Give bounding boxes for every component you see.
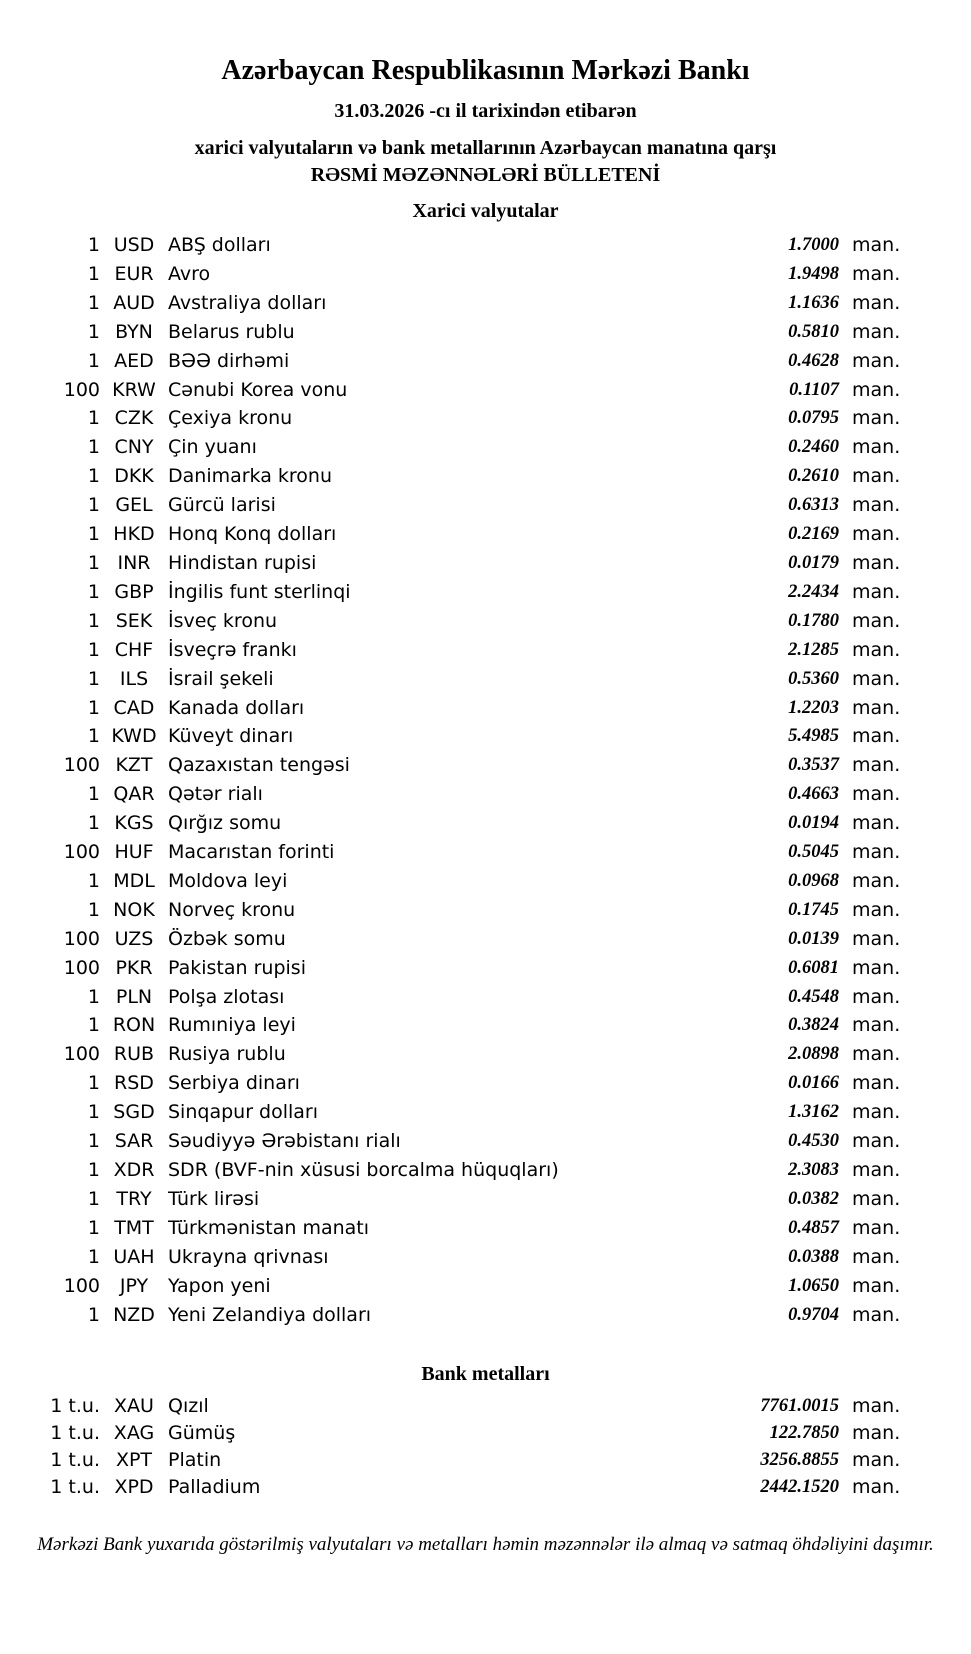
unit-label-cell: man.: [852, 1476, 901, 1499]
rate-value-cell: 0.0179: [788, 552, 839, 573]
currency-name-cell: İsrail şekeli: [168, 667, 274, 690]
unit-label-cell: man.: [852, 1043, 901, 1066]
rate-value-cell: 0.6313: [788, 495, 839, 516]
currency-name-cell: ABŞ dolları: [168, 234, 271, 256]
unit-label-cell: man.: [852, 927, 901, 950]
currency-code-cell: HUF: [114, 841, 154, 864]
effective-date-line: 31.03.2026 -cı il tarixindən etibarən: [334, 100, 637, 122]
rate-value-cell: 0.4628: [788, 350, 839, 371]
currency-code-cell: DKK: [114, 465, 154, 488]
unit-label-cell: man.: [852, 291, 901, 314]
table-row: [0, 549, 903, 578]
quantity-cell: 1: [87, 320, 100, 343]
quantity-cell: 100: [63, 841, 100, 864]
table-row: [0, 780, 903, 809]
rate-value-cell: 0.0382: [788, 1188, 839, 1209]
quantity-cell: 1: [87, 1014, 100, 1037]
currency-name-cell: Norveç kronu: [168, 898, 296, 921]
unit-label-cell: man.: [852, 1422, 901, 1445]
currency-name-cell: Çin yuanı: [168, 436, 257, 459]
table-row: [0, 347, 903, 376]
unit-label-cell: man.: [852, 609, 901, 632]
rate-value-cell: 0.3824: [788, 1015, 839, 1036]
quantity-cell: 1 t.u.: [50, 1449, 100, 1472]
unit-label-cell: man.: [852, 1014, 901, 1037]
currency-name-cell: Qızıl: [168, 1395, 209, 1418]
currency-code-cell: XPD: [114, 1476, 154, 1499]
unit-label-cell: man.: [852, 1159, 901, 1181]
foreign-currencies-table: [0, 231, 971, 1329]
rate-value-cell: 122.7850: [769, 1423, 839, 1444]
bulletin-title: RƏSMİ MƏZƏNNƏLƏRİ BÜLLETENİ: [310, 164, 661, 186]
currency-code-cell: TMT: [114, 1216, 154, 1239]
currency-code-cell: RON: [112, 1014, 156, 1037]
currency-code-cell: RUB: [113, 1043, 155, 1066]
currency-code-cell: RSD: [114, 1072, 154, 1095]
quantity-cell: 1: [87, 869, 100, 892]
rate-value-cell: 1.1636: [788, 292, 839, 313]
rate-value-cell: 5.4985: [788, 726, 839, 747]
table-row: [0, 867, 903, 896]
unit-label-cell: man.: [852, 1216, 901, 1239]
unit-label-cell: man.: [852, 234, 901, 256]
currency-code-cell: JPY: [119, 1274, 149, 1297]
unit-label-cell: man.: [852, 262, 901, 285]
quantity-cell: 1: [87, 1303, 100, 1326]
rate-value-cell: 2.2434: [788, 581, 839, 602]
currency-name-cell: Özbək somu: [168, 927, 286, 950]
unit-label-cell: man.: [852, 812, 901, 835]
table-row: [0, 607, 903, 636]
quantity-cell: 1: [87, 1216, 100, 1239]
currency-code-cell: CZK: [114, 407, 154, 430]
currency-name-cell: Hindistan rupisi: [168, 551, 317, 574]
quantity-cell: 1: [87, 1101, 100, 1124]
rate-value-cell: 7761.0015: [760, 1396, 839, 1417]
quantity-cell: 1: [87, 1187, 100, 1210]
quantity-cell: 1: [87, 291, 100, 314]
unit-label-cell: man.: [852, 349, 901, 372]
table-row: [0, 376, 903, 405]
currency-name-cell: İngilis funt sterlinqi: [168, 580, 351, 603]
unit-label-cell: man.: [852, 696, 901, 719]
currency-code-cell: PLN: [115, 985, 153, 1008]
currency-name-cell: Avro: [168, 262, 211, 285]
unit-label-cell: man.: [852, 956, 901, 979]
rate-value-cell: 1.9498: [788, 263, 839, 284]
rate-value-cell: 0.2169: [788, 524, 839, 545]
unit-label-cell: man.: [852, 1130, 901, 1153]
rate-value-cell: 0.2610: [788, 466, 839, 487]
currency-code-cell: CNY: [114, 436, 154, 459]
currency-code-cell: SEK: [115, 609, 153, 632]
table-row: [0, 983, 903, 1012]
table-row: [0, 1243, 903, 1272]
currency-name-cell: Gürcü larisi: [168, 494, 276, 517]
table-row: [0, 925, 903, 954]
quantity-cell: 1: [87, 234, 100, 256]
quantity-cell: 1: [87, 436, 100, 459]
currency-name-cell: Türkmənistan manatı: [168, 1216, 370, 1239]
currency-name-cell: Qırğız somu: [168, 812, 282, 835]
unit-label-cell: man.: [852, 841, 901, 864]
table-row: [0, 462, 903, 491]
quantity-cell: 1: [87, 1245, 100, 1268]
rate-value-cell: 1.3162: [788, 1102, 839, 1123]
currency-code-cell: GBP: [114, 580, 154, 603]
table-row: [0, 722, 903, 751]
rate-value-cell: 0.0139: [788, 928, 839, 949]
table-row: [0, 694, 903, 723]
unit-label-cell: man.: [852, 378, 901, 401]
rate-value-cell: 0.0194: [788, 813, 839, 834]
currency-name-cell: SDR (BVF-nin xüsusi borcalma hüquqları): [168, 1159, 559, 1181]
table-row: [0, 1156, 903, 1185]
table-row: [0, 665, 903, 694]
currency-name-cell: Yapon yeni: [168, 1274, 271, 1297]
rate-value-cell: 1.0650: [788, 1275, 839, 1296]
rate-value-cell: 0.1780: [788, 610, 839, 631]
unit-label-cell: man.: [852, 1303, 901, 1326]
table-row: [0, 260, 903, 289]
rate-value-cell: 2.1285: [788, 639, 839, 660]
currency-name-cell: Qətər rialı: [168, 783, 263, 806]
rate-value-cell: 0.2460: [788, 437, 839, 458]
rate-value-cell: 0.3537: [788, 755, 839, 776]
unit-label-cell: man.: [852, 1395, 901, 1418]
currency-name-cell: Türk lirəsi: [168, 1187, 260, 1210]
currency-code-cell: NZD: [113, 1303, 155, 1326]
table-row: [0, 1127, 903, 1156]
table-row: [0, 1474, 903, 1501]
quantity-cell: 1 t.u.: [50, 1476, 100, 1499]
currency-code-cell: XAU: [114, 1395, 154, 1418]
currency-code-cell: EUR: [114, 262, 154, 285]
currency-code-cell: KRW: [112, 378, 156, 401]
quantity-cell: 100: [63, 754, 100, 777]
rate-value-cell: 1.2203: [788, 697, 839, 718]
quantity-cell: 1: [87, 812, 100, 835]
rate-value-cell: 0.4857: [788, 1217, 839, 1238]
table-row: [0, 1420, 903, 1447]
obligation-note: Mərkəzi Bank yuxarıda göstərilmiş valyutaları və metalları həmin məzənnələr ilə almaq və satmaq öhdəliyini daşımır.: [37, 1534, 934, 1556]
unit-label-cell: man.: [852, 320, 901, 343]
rate-value-cell: 2.3083: [788, 1160, 839, 1180]
currency-name-cell: Rumıniya leyi: [168, 1014, 296, 1037]
table-row: [0, 636, 903, 665]
table-row: [0, 520, 903, 549]
quantity-cell: 1: [87, 696, 100, 719]
quantity-cell: 1: [87, 783, 100, 806]
table-row: [0, 404, 903, 433]
unit-label-cell: man.: [852, 407, 901, 430]
quantity-cell: 1 t.u.: [50, 1395, 100, 1418]
bank-metals-table: [0, 1393, 971, 1501]
unit-label-cell: man.: [852, 754, 901, 777]
table-row: [0, 1272, 903, 1301]
currency-code-cell: KZT: [115, 754, 153, 777]
unit-label-cell: man.: [852, 869, 901, 892]
unit-label-cell: man.: [852, 985, 901, 1008]
quantity-cell: 1: [87, 551, 100, 574]
quantity-cell: 1: [87, 349, 100, 372]
quantity-cell: 1: [87, 898, 100, 921]
table-row: [0, 1393, 903, 1420]
currency-code-cell: AUD: [113, 291, 155, 314]
table-row: [0, 1447, 903, 1474]
currency-code-cell: KWD: [111, 725, 157, 748]
quantity-cell: 1: [87, 262, 100, 285]
unit-label-cell: man.: [852, 580, 901, 603]
unit-label-cell: man.: [852, 1187, 901, 1210]
bank-name-title: Azərbaycan Respublikasının Mərkəzi Bankı: [221, 55, 750, 86]
currency-code-cell: BYN: [115, 320, 153, 343]
currency-name-cell: Rusiya rublu: [168, 1043, 286, 1066]
bank-metals-section-title: Bank metalları: [421, 1363, 550, 1386]
currency-name-cell: Serbiya dinarı: [168, 1072, 300, 1095]
unit-label-cell: man.: [852, 494, 901, 517]
currency-name-cell: Polşa zlotası: [168, 985, 285, 1008]
currency-name-cell: Palladium: [168, 1476, 261, 1499]
table-row: [0, 809, 903, 838]
quantity-cell: 1: [87, 580, 100, 603]
table-row: [0, 1098, 903, 1127]
currency-code-cell: KGS: [114, 812, 154, 835]
table-row: [0, 954, 903, 983]
rate-value-cell: 0.5045: [788, 842, 839, 863]
currency-code-cell: HKD: [113, 523, 155, 546]
table-row: [0, 318, 903, 347]
unit-label-cell: man.: [852, 1245, 901, 1268]
table-row: [0, 491, 903, 520]
currency-code-cell: INR: [117, 551, 151, 574]
currency-name-cell: Sinqapur dolları: [168, 1101, 319, 1124]
currency-name-cell: Küveyt dinarı: [168, 725, 294, 748]
currency-code-cell: UZS: [114, 927, 154, 950]
rate-value-cell: 0.1107: [789, 379, 839, 400]
currency-name-cell: Honq Konq dolları: [168, 523, 337, 546]
table-row: [0, 751, 903, 780]
unit-label-cell: man.: [852, 783, 901, 806]
currency-name-cell: Macarıstan forinti: [168, 841, 335, 864]
foreign-currencies-section-title: Xarici valyutalar: [412, 200, 559, 222]
table-row: [0, 231, 903, 260]
table-row: [0, 1040, 903, 1069]
unit-label-cell: man.: [852, 523, 901, 546]
table-row: [0, 1011, 903, 1040]
currency-code-cell: QAR: [113, 783, 155, 806]
currency-name-cell: Çexiya kronu: [168, 407, 293, 430]
currency-code-cell: PKR: [115, 956, 153, 979]
table-row: [0, 1069, 903, 1098]
currency-name-cell: Yeni Zelandiya dolları: [168, 1303, 372, 1326]
bulletin-subtitle: xarici valyutaların və bank metallarının Azərbaycan manatına qarşı: [194, 137, 777, 159]
currency-code-cell: SAR: [114, 1130, 154, 1153]
unit-label-cell: man.: [852, 436, 901, 459]
quantity-cell: 1: [87, 667, 100, 690]
unit-label-cell: man.: [852, 465, 901, 488]
quantity-cell: 100: [63, 378, 100, 401]
currency-name-cell: İsveç kronu: [168, 609, 278, 632]
quantity-cell: 1: [87, 638, 100, 661]
quantity-cell: 1: [87, 494, 100, 517]
table-row: [0, 896, 903, 925]
rate-value-cell: 0.0795: [788, 408, 839, 429]
currency-name-cell: Cənubi Korea vonu: [168, 378, 348, 401]
quantity-cell: 1: [87, 725, 100, 748]
currency-code-cell: UAH: [113, 1245, 155, 1268]
currency-code-cell: SGD: [113, 1101, 155, 1124]
quantity-cell: 1: [87, 1130, 100, 1153]
unit-label-cell: man.: [852, 1101, 901, 1124]
unit-label-cell: man.: [852, 1449, 901, 1472]
table-row: [0, 1301, 903, 1330]
rate-value-cell: 0.5810: [788, 321, 839, 342]
rate-value-cell: 2442.1520: [760, 1477, 839, 1498]
quantity-cell: 1: [87, 1072, 100, 1095]
currency-name-cell: Səudiyyə Ərəbistanı rialı: [168, 1130, 401, 1153]
rate-value-cell: 0.4663: [788, 784, 839, 805]
table-row: [0, 289, 903, 318]
quantity-cell: 100: [63, 927, 100, 950]
currency-name-cell: Danimarka kronu: [168, 465, 333, 488]
currency-name-cell: Gümüş: [168, 1422, 236, 1445]
unit-label-cell: man.: [852, 725, 901, 748]
unit-label-cell: man.: [852, 1072, 901, 1095]
quantity-cell: 1: [87, 609, 100, 632]
quantity-cell: 100: [63, 1043, 100, 1066]
table-row: [0, 578, 903, 607]
unit-label-cell: man.: [852, 638, 901, 661]
currency-name-cell: Qazaxıstan tengəsi: [168, 754, 350, 777]
rate-value-cell: 0.5360: [788, 668, 839, 689]
currency-code-cell: CHF: [114, 638, 154, 661]
currency-code-cell: ILS: [119, 667, 149, 690]
currency-name-cell: Ukrayna qrivnası: [168, 1245, 329, 1268]
quantity-cell: 1: [87, 465, 100, 488]
currency-code-cell: CAD: [113, 696, 155, 719]
unit-label-cell: man.: [852, 1274, 901, 1297]
rate-value-cell: 2.0898: [788, 1044, 839, 1065]
quantity-cell: 100: [63, 956, 100, 979]
currency-code-cell: MDL: [113, 869, 155, 892]
rate-value-cell: 0.0166: [788, 1073, 839, 1094]
currency-code-cell: TRY: [116, 1187, 152, 1210]
quantity-cell: 1: [87, 407, 100, 430]
unit-label-cell: man.: [852, 667, 901, 690]
rate-value-cell: 1.7000: [788, 235, 839, 255]
rate-value-cell: 3256.8855: [760, 1450, 839, 1471]
currency-name-cell: Pakistan rupisi: [168, 956, 306, 979]
rate-value-cell: 0.4548: [788, 986, 839, 1007]
table-row: [0, 1185, 903, 1214]
currency-name-cell: Belarus rublu: [168, 320, 295, 343]
currency-name-cell: BƏƏ dirhəmi: [168, 349, 290, 372]
currency-code-cell: USD: [113, 234, 155, 256]
unit-label-cell: man.: [852, 551, 901, 574]
rate-value-cell: 0.6081: [788, 957, 839, 978]
table-row: [0, 838, 903, 867]
rate-value-cell: 0.0388: [788, 1246, 839, 1267]
table-row: [0, 1214, 903, 1243]
currency-code-cell: XDR: [113, 1159, 155, 1181]
rate-value-cell: 0.9704: [788, 1304, 839, 1325]
currency-name-cell: Platin: [168, 1449, 222, 1472]
table-row: [0, 433, 903, 462]
quantity-cell: 1: [87, 1159, 100, 1181]
currency-name-cell: Kanada dolları: [168, 696, 305, 719]
currency-code-cell: XAG: [113, 1422, 155, 1445]
rate-value-cell: 0.4530: [788, 1131, 839, 1152]
quantity-cell: 1: [87, 523, 100, 546]
currency-code-cell: GEL: [115, 494, 153, 517]
quantity-cell: 1: [87, 985, 100, 1008]
unit-label-cell: man.: [852, 898, 901, 921]
currency-name-cell: Moldova leyi: [168, 869, 288, 892]
quantity-cell: 1 t.u.: [50, 1422, 100, 1445]
quantity-cell: 100: [63, 1274, 100, 1297]
currency-name-cell: İsveçrə frankı: [168, 638, 297, 661]
currency-code-cell: XPT: [115, 1449, 153, 1472]
rate-value-cell: 0.0968: [788, 870, 839, 891]
rate-value-cell: 0.1745: [788, 899, 839, 920]
currency-code-cell: NOK: [113, 898, 155, 921]
currency-code-cell: AED: [114, 349, 154, 372]
currency-name-cell: Avstraliya dolları: [168, 291, 327, 314]
